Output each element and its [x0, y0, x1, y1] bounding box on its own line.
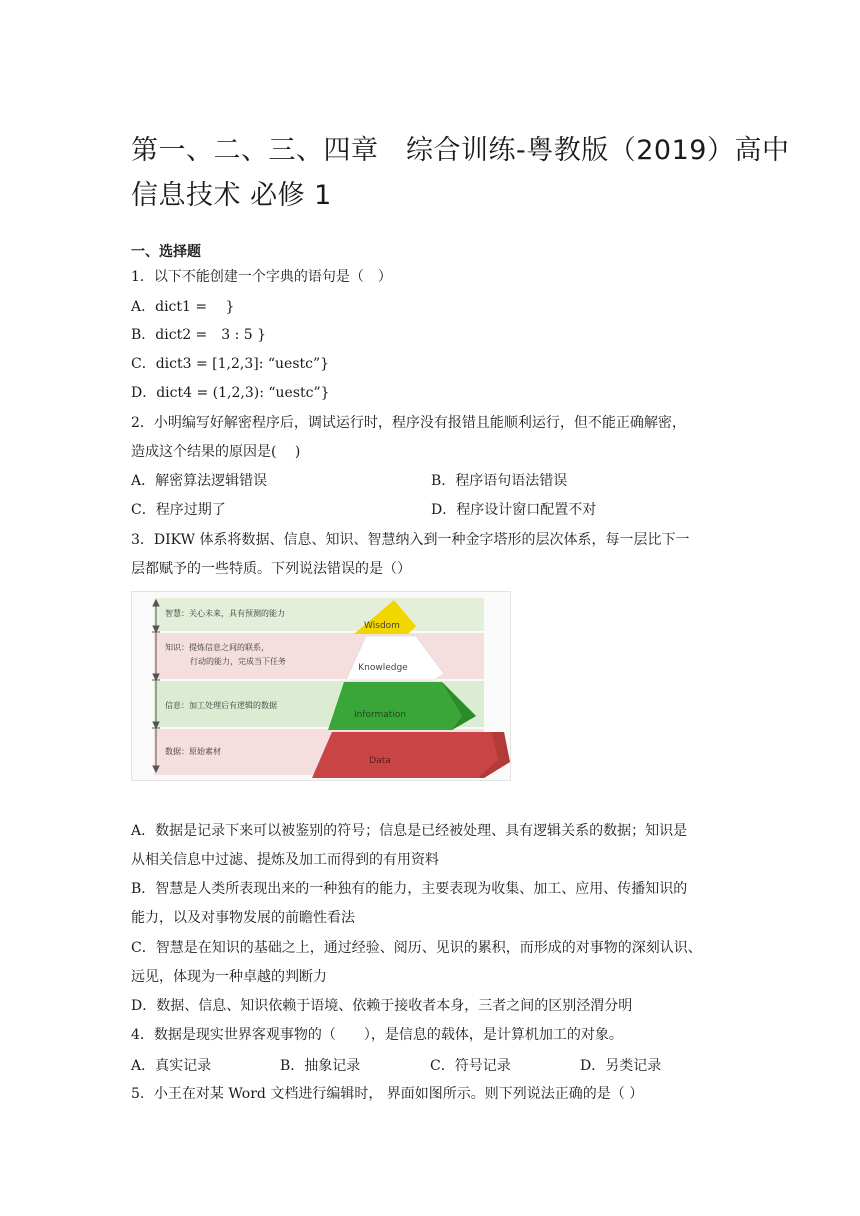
q3-option-c-line-1: C．智慧是在知识的基础之上，通过经验、阅历、见识的累积，而形成的对事物的深刻认识、 [131, 940, 702, 956]
q2-option-a: A．解密算法逻辑错误 [131, 473, 268, 489]
q3-option-a-line-2: 从相关信息中过滤、提炼及加工而得到的有用资料 [131, 852, 439, 868]
q4-stem: 4．数据是现实世界客观事物的（ ），是信息的载体，是计算机加工的对象。 [131, 1027, 623, 1043]
q1-option-d: D．dict4 = (1,2,3): “uestc”} [131, 385, 330, 401]
q4-option-a: A．真实记录 [131, 1058, 212, 1074]
title-line-2: 信息技术 必修 1 [131, 180, 332, 211]
q3-option-b-line-1: B．智慧是人类所表现出来的一种独有的能力，主要表现为收集、加工、应用、传播知识的 [131, 881, 688, 897]
data-desc: 数据：原始素材 [165, 747, 221, 756]
q3-option-b-line-2: 能力，以及对事物发展的前瞻性看法 [131, 910, 355, 926]
q3-stem-line-1: 3．DIKW 体系将数据、信息、知识、智慧纳入到一种金字塔形的层次体系，每一层比下一 [131, 532, 690, 548]
q3-option-d: D．数据、信息、知识依赖于语境、依赖于接收者本身，三者之间的区别泾渭分明 [131, 998, 633, 1014]
q1-option-c: C．dict3 = [1,2,3]: “uestc”} [131, 356, 330, 372]
label-knowledge: Knowledge [358, 663, 408, 673]
q2-option-b: B．程序语句语法错误 [431, 473, 568, 489]
q2-option-d: D．程序设计窗口配置不对 [431, 502, 597, 518]
q3-stem-line-2: 层都赋予的一些特质。下列说法错误的是（） [131, 561, 411, 577]
q5-stem: 5．小王在对某 Word 文档进行编辑时， 界面如图所示。则下列说法正确的是（ ） [131, 1086, 644, 1102]
wisdom-desc: 智慧：关心未来，具有预测的能力 [165, 609, 285, 618]
title-line-1: 第一、二、三、四章 综合训练-粤教版（2019）高中 [131, 135, 790, 166]
q4-option-d: D．另类记录 [580, 1058, 662, 1074]
knowledge-desc-line-2: 行动的能力，完成当下任务 [190, 657, 286, 666]
q2-stem-line-2: 造成这个结果的原因是( ) [131, 444, 301, 460]
pyramid-layer-data [312, 732, 510, 778]
label-information: Information [353, 710, 407, 720]
q1-option-b: B．dict2 = 3 : 5 } [131, 327, 267, 343]
q2-option-c: C．程序过期了 [131, 502, 226, 518]
q2-stem-line-1: 2．小明编写好解密程序后，调试运行时，程序没有报错且能顺利运行，但不能正确解密， [131, 415, 686, 431]
knowledge-desc-line-1: 知识：提炼信息之间的联系， [165, 643, 269, 652]
q4-option-b: B．抽象记录 [280, 1058, 361, 1074]
q3-option-a-line-1: A．数据是记录下来可以被鉴别的符号；信息是已经被处理、具有逻辑关系的数据；知识是 [131, 823, 688, 839]
q1-stem: 1．以下不能创建一个字典的语句是（ ） [131, 269, 392, 285]
dikw-pyramid-figure [131, 591, 511, 781]
q4-option-c: C．符号记录 [430, 1058, 511, 1074]
q1-option-a: A．dict1 = } [131, 299, 235, 315]
label-wisdom: Wisdom [364, 621, 400, 631]
q3-option-c-line-2: 远见，体现为一种卓越的判断力 [131, 969, 327, 985]
label-data: Data [369, 756, 391, 766]
information-desc: 信息：加工处理后有逻辑的数据 [165, 701, 277, 710]
document-title [131, 128, 790, 218]
section-heading: 一、选择题 [131, 244, 201, 260]
dikw-pyramid-svg [132, 592, 510, 780]
